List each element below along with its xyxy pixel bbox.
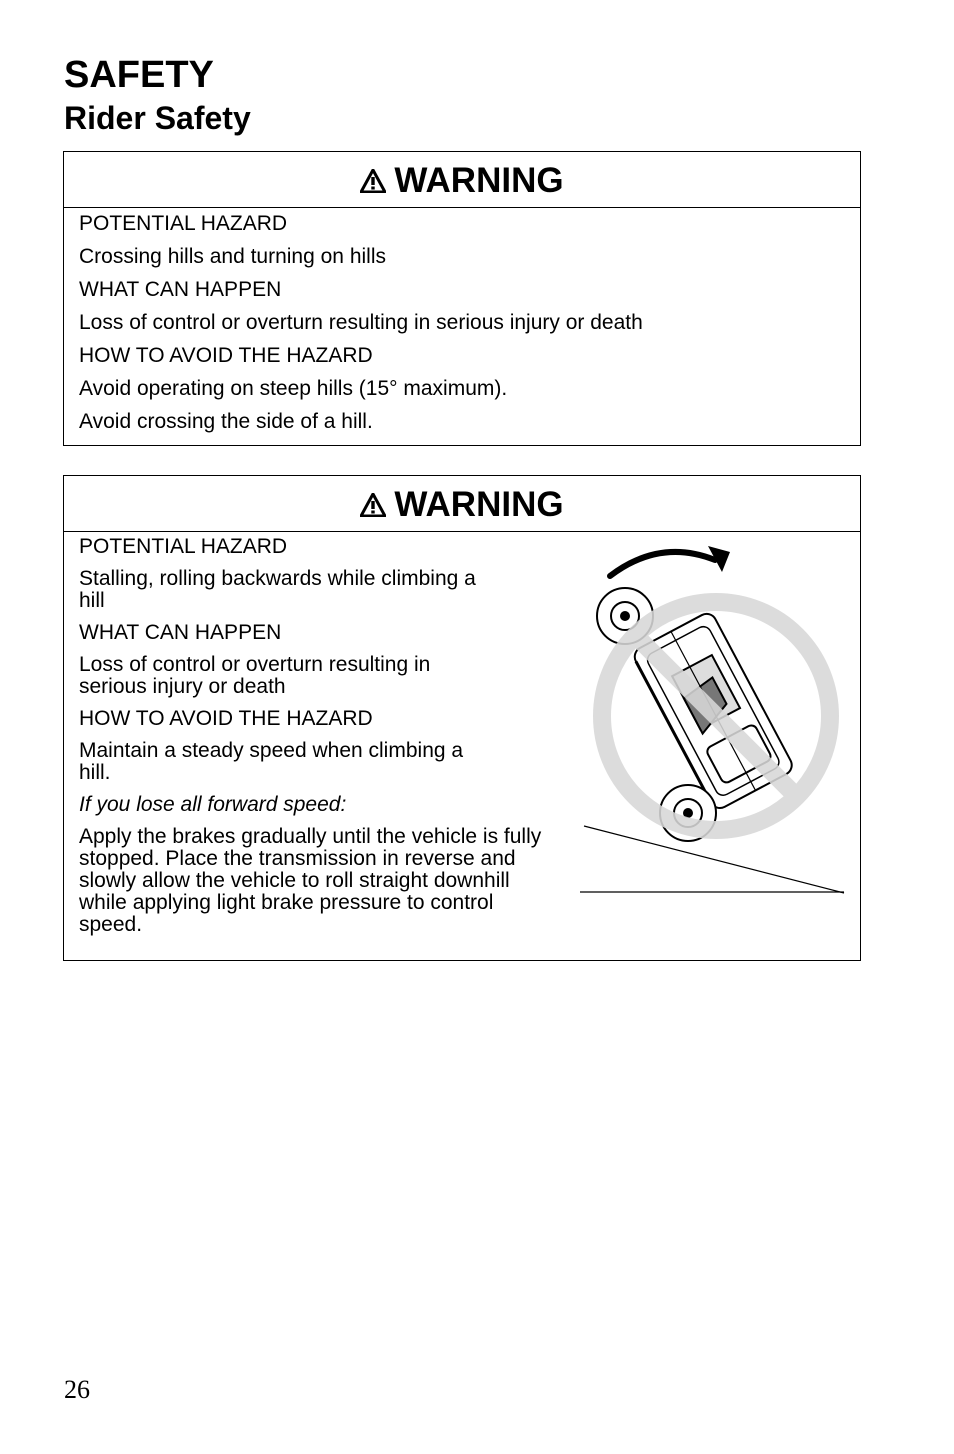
page-title: SAFETY [64,54,214,96]
warning-triangle-icon [360,493,386,517]
avoid-label: HOW TO AVOID THE HAZARD [79,344,373,367]
avoid-label: HOW TO AVOID THE HAZARD [79,707,373,730]
vehicle-icon [597,588,795,841]
warning-box-hills [63,151,861,446]
warning-box-stalling [63,475,861,961]
warning-header [64,152,860,208]
avoid-text: Avoid operating on steep hills (15° maximum). [79,377,508,400]
hazard-text: Stalling, rolling backwards while climbing a hill [79,567,476,612]
warning-header [64,476,860,532]
section-title: Rider Safety [64,100,251,136]
consequence-label: WHAT CAN HAPPEN [79,621,282,644]
warning-title: WARNING [394,160,564,200]
consequence-text: Loss of control or overturn resulting in serious injury or death [79,653,431,698]
warning-title: WARNING [394,484,564,524]
avoid-text: Maintain a steady speed when climbing a hill. [79,739,464,784]
hazard-text: Crossing hills and turning on hills [79,245,386,268]
warning-triangle-icon [360,169,386,193]
hazard-label: POTENTIAL HAZARD [79,212,288,235]
condition-text: If you lose all forward speed: [79,793,347,816]
page-number: 26 [64,1375,90,1404]
avoid-text: Avoid crossing the side of a hill. [79,410,373,433]
hazard-label: POTENTIAL HAZARD [79,535,288,558]
consequence-label: WHAT CAN HAPPEN [79,278,282,301]
warning-body [64,208,860,434]
instruction-text: Apply the brakes gradually until the vehicle is fully stopped. Place the transmission in reverse and slowly allow the vehicle to roll straight downhill while applying light brake pressure to control speed. [79,825,542,936]
vehicle-rollover-illustration [580,538,850,898]
consequence-text: Loss of control or overturn resulting in serious injury or death [79,311,643,334]
rotation-arrow-icon [610,546,730,576]
warning-body [64,532,559,936]
